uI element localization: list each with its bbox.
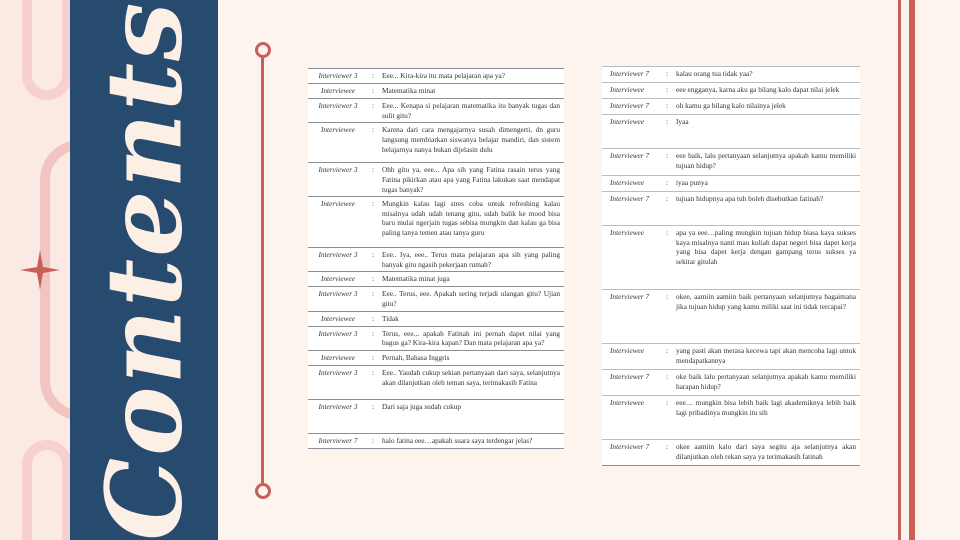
table-row (308, 350, 564, 365)
utterance-cell: okee, aamiin aamiin baik pertanyaan selanjutnya bagaimana jika tujuan hidup yang kamu miliki saat ini tidak tercapai? (672, 290, 860, 344)
colon-cell: : (368, 84, 378, 99)
table-row (308, 433, 564, 448)
speaker-cell: Interviewee (308, 350, 368, 365)
table-row (308, 326, 564, 350)
speaker-cell: Interviewer 7 (602, 440, 662, 466)
speaker-cell: Interviewer 3 (308, 163, 368, 197)
utterance-cell: eee engganya, karna aku ga bilang kalo dapat nilai jelek (672, 83, 860, 99)
colon-cell: : (368, 399, 378, 433)
table-row (308, 311, 564, 326)
utterance-cell: Eee.. Terus, eee. Apakah sering terjadi ulangan gitu? Ujian gitu? (378, 287, 564, 311)
speaker-cell: Interviewer 3 (308, 365, 368, 399)
colon-cell: : (662, 149, 672, 176)
speaker-cell: Interviewer 3 (308, 287, 368, 311)
speaker-cell: Interviewee (602, 396, 662, 440)
utterance-cell: Matematika minat (378, 84, 564, 99)
speaker-cell: Interviewee (308, 84, 368, 99)
speaker-cell: Interviewer 7 (602, 99, 662, 115)
colon-cell: : (368, 287, 378, 311)
colon-cell: : (368, 311, 378, 326)
table-row (308, 365, 564, 399)
utterance-cell: eee… mungkin bisa lebih baik lagi akademiknya lebih baik lagi pribadinya mungkin itu sih (672, 396, 860, 440)
speaker-cell: Interviewer 7 (308, 433, 368, 448)
speaker-cell: Interviewer 3 (308, 69, 368, 84)
timeline-dot-top (255, 42, 271, 58)
table-row (308, 123, 564, 163)
table-row (308, 399, 564, 433)
speaker-cell: Interviewer 3 (308, 326, 368, 350)
utterance-cell: Pernah, Bahasa Inggris (378, 350, 564, 365)
colon-cell: : (662, 67, 672, 83)
speaker-cell: Interviewee (308, 197, 368, 248)
table-row (602, 396, 860, 440)
table-row (602, 149, 860, 176)
colon-cell: : (368, 326, 378, 350)
speaker-cell: Interviewee (602, 226, 662, 290)
timeline-dot-bottom (255, 483, 271, 499)
title-container (70, 0, 218, 540)
table-row (308, 163, 564, 197)
utterance-cell: halo fatina eee…apakah suara saya terdengar jelas? (378, 433, 564, 448)
utterance-cell: oke baik lalu pertanyaan selanjutnya apakah kamu memiliki harapan hidup? (672, 370, 860, 396)
utterance-cell: Tidak (378, 311, 564, 326)
table-row (602, 176, 860, 192)
table-row (602, 344, 860, 370)
utterance-cell: Eee... Kenapa si pelajaran matematika itu banyak tugas dan sulit gitu? (378, 99, 564, 123)
speaker-cell: Interviewer 3 (308, 399, 368, 433)
colon-cell: : (368, 248, 378, 272)
colon-cell: : (368, 163, 378, 197)
utterance-cell: Matematika minat juga (378, 272, 564, 287)
speaker-cell: Interviewee (602, 344, 662, 370)
utterance-cell: Karena dari cara mengajarnya susah dimengerti, dn guru langsung membiarkan siswanya belajar mandiri, dan sistem belajarnya nanya bukan dijelasin dulu (378, 123, 564, 163)
utterance-cell: Eee.. Yaudah cukup sekian pertanyaan dari saya, selanjutnya akan dilanjutkan oleh teman saya, terimakasih Fatina (378, 365, 564, 399)
colon-cell: : (662, 440, 672, 466)
arch-shape-bottom (22, 440, 70, 540)
utterance-cell: kalau orang tua tidak yaa? (672, 67, 860, 83)
table-row (602, 83, 860, 99)
utterance-cell: Ohh gitu ya, eee... Apa sih yang Fatina rasain terus yang Fatina pikirkan atau apa yang Fatina lakukan saat mendapat tugas banyak? (378, 163, 564, 197)
transcript-table-left (308, 68, 564, 449)
table-row (602, 99, 860, 115)
colon-cell: : (368, 433, 378, 448)
table-row (308, 272, 564, 287)
table-row (308, 99, 564, 123)
speaker-cell: Interviewee (308, 272, 368, 287)
transcript-table-right (602, 66, 860, 466)
colon-cell: : (662, 176, 672, 192)
utterance-cell: oh kamu ga bilang kalo nilainya jelek (672, 99, 860, 115)
colon-cell: : (368, 350, 378, 365)
speaker-cell: Interviewee (602, 115, 662, 149)
colon-cell: : (662, 396, 672, 440)
colon-cell: : (662, 99, 672, 115)
speaker-cell: Interviewee (308, 123, 368, 163)
colon-cell: : (368, 365, 378, 399)
colon-cell: : (662, 83, 672, 99)
colon-cell: : (662, 192, 672, 226)
utterance-cell: tujuan hidupnya apa tuh boleh disebutkan fatinah? (672, 192, 860, 226)
speaker-cell: Interviewer 7 (602, 67, 662, 83)
right-rail-right (909, 0, 915, 540)
speaker-cell: Interviewer 3 (308, 99, 368, 123)
colon-cell: : (368, 197, 378, 248)
table-row (308, 84, 564, 99)
speaker-cell: Interviewee (602, 176, 662, 192)
speaker-cell: Interviewee (308, 311, 368, 326)
table-row (308, 69, 564, 84)
table-row (602, 115, 860, 149)
colon-cell: : (662, 344, 672, 370)
table-row (308, 197, 564, 248)
colon-cell: : (368, 272, 378, 287)
colon-cell: : (368, 99, 378, 123)
right-rail-left (898, 0, 901, 540)
colon-cell: : (662, 115, 672, 149)
table-row (308, 248, 564, 272)
utterance-cell: Eee... Kira-kira itu mata pelajaran apa ya? (378, 69, 564, 84)
table-row (602, 226, 860, 290)
timeline-line (261, 50, 264, 490)
colon-cell: : (368, 123, 378, 163)
colon-cell: : (368, 69, 378, 84)
utterance-cell: Eee.. Iya, eee.. Terus mata pelajaran apa sih yang paling banyak gitu ngasih pekerjaan rumah? (378, 248, 564, 272)
speaker-cell: Interviewer 7 (602, 290, 662, 344)
utterance-cell: Terus, eee... apakah Fatinah ini pernah dapet nilai yang bagus ga? Kira-kira kapan? Dan mata pelajaran apa ya? (378, 326, 564, 350)
colon-cell: : (662, 370, 672, 396)
utterance-cell: okee aamiin kalo dari saya segitu aja selanjutnya akan dilanjutkan oleh rekan saya ya terimakasih fatinah (672, 440, 860, 466)
utterance-cell: Iyaa (672, 115, 860, 149)
utterance-cell: iyaa punya (672, 176, 860, 192)
speaker-cell: Interviewer 7 (602, 192, 662, 226)
speaker-cell: Interviewer 3 (308, 248, 368, 272)
table-row (308, 287, 564, 311)
table-row (602, 67, 860, 83)
utterance-cell: Dari saja juga sudah cukup (378, 399, 564, 433)
utterance-cell: yang pasti akan merasa kecewa tapi akan mencoba lagi untuk mendapatkannya (672, 344, 860, 370)
colon-cell: : (662, 226, 672, 290)
utterance-cell: apa ya eee…paling mungkin tujuan hidup biasa kaya sukses kaya misalnya nanti mau kuliah dapat negeri bisa dapet kerja yang bisa dapet kerja dengan gampang terus sukses ya sekitar gitulah (672, 226, 860, 290)
table-row (602, 192, 860, 226)
page-title: Contents (82, 0, 206, 540)
speaker-cell: Interviewee (602, 83, 662, 99)
utterance-cell: eee baik, lalu pertanyaan selanjutnya apakah kamu memiliki tujuan hidup? (672, 149, 860, 176)
utterance-cell: Mungkin kalau lagi stres coba untuk refreshing kalau misalnya udah udah tenang gitu, udah balik ke mood bisa baru mulai ngerjain tugas sebisa mungkin dan kalau ga bisa paling tanya temen atau tanya guru (378, 197, 564, 248)
speaker-cell: Interviewer 7 (602, 149, 662, 176)
table-row (602, 290, 860, 344)
sparkle-icon (20, 250, 60, 290)
table-row (602, 370, 860, 396)
speaker-cell: Interviewer 7 (602, 370, 662, 396)
table-row (602, 440, 860, 466)
colon-cell: : (662, 290, 672, 344)
arch-shape-top (22, 0, 70, 100)
